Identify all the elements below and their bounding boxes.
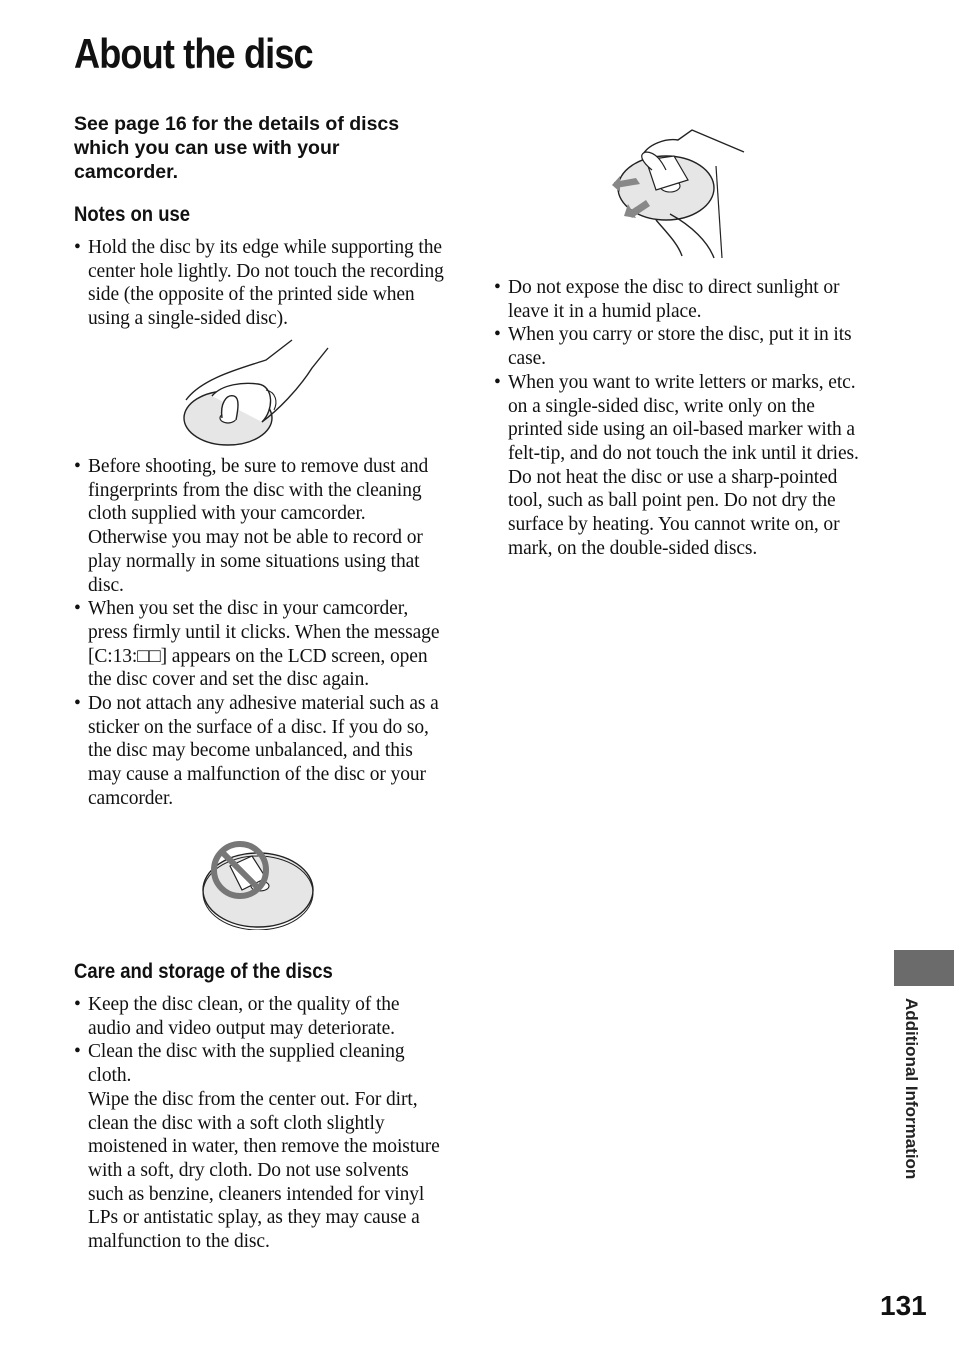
notes-list-2: [74, 455, 444, 811]
list-item: • When you want to write letters or marks, etc. on a single-sided disc, write only on the printed side using an oil-based marker with a felt-tip, and do not touch the ink until it dries. Do not heat the disc or use a sharp-pointed tool, such as ball point pen. Do not dry the surface by heating. You cannot write on, or mark, on the double-sided discs.: [494, 371, 866, 561]
page-title: About the disc: [74, 30, 313, 77]
section-label: Additional Information: [902, 998, 921, 1180]
hand-wiping-disc-illustration: [612, 126, 746, 260]
list-item: [74, 1040, 444, 1253]
intro-text: See page 16 for the details of discs which you can use with your camcorder.: [74, 113, 400, 183]
list-item: • When you set the disc in your camcorder, press firmly until it clicks. When the message [C:13:□□] appears on the LCD screen, open the disc cover and set the disc again.: [74, 597, 444, 692]
clean-item-continuation: Wipe the disc from the center out. For dirt, clean the disc with a soft cloth slightly moistened in water, then remove the moisture with a soft, dry cloth. Do not use solvents such as benzine, cleaners intended for vinyl LPs or antistatic splay, as they may cause a malfunction to the disc.: [88, 1088, 440, 1253]
right-list: [494, 276, 866, 560]
list-item: • Do not expose the disc to direct sunlight or leave it in a humid place.: [494, 276, 866, 323]
section-tab: [894, 950, 954, 986]
list-item: • Keep the disc clean, or the quality of the audio and video output may deteriorate.: [74, 993, 444, 1040]
list-item: • Hold the disc by its edge while supporting the center hole lightly. Do not touch the recording side (the opposite of the printed side when using a single-sided disc).: [74, 236, 444, 331]
care-heading: Care and storage of the discs: [74, 960, 333, 983]
care-list: [74, 993, 444, 1254]
list-item: • Before shooting, be sure to remove dust and fingerprints from the disc with the cleaning cloth supplied with your camcorder. Otherwise you may not be able to record or play normally in some situations using that disc.: [74, 455, 444, 597]
notes-list-1: [74, 236, 444, 331]
list-item: • Do not attach any adhesive material such as a sticker on the surface of a disc. If you do so, the disc may become unbalanced, and this may cause a malfunction of the disc or your camcorder.: [74, 692, 444, 811]
notes-on-use-heading: Notes on use: [74, 203, 191, 226]
hand-holding-disc-illustration: [182, 338, 342, 450]
prohibited-sticker-icon: [200, 838, 320, 930]
list-item: • When you carry or store the disc, put it in its case.: [494, 323, 866, 370]
page-number: 131: [880, 1290, 927, 1321]
clean-item-text: Clean the disc with the supplied cleaning cloth.: [88, 1041, 405, 1087]
